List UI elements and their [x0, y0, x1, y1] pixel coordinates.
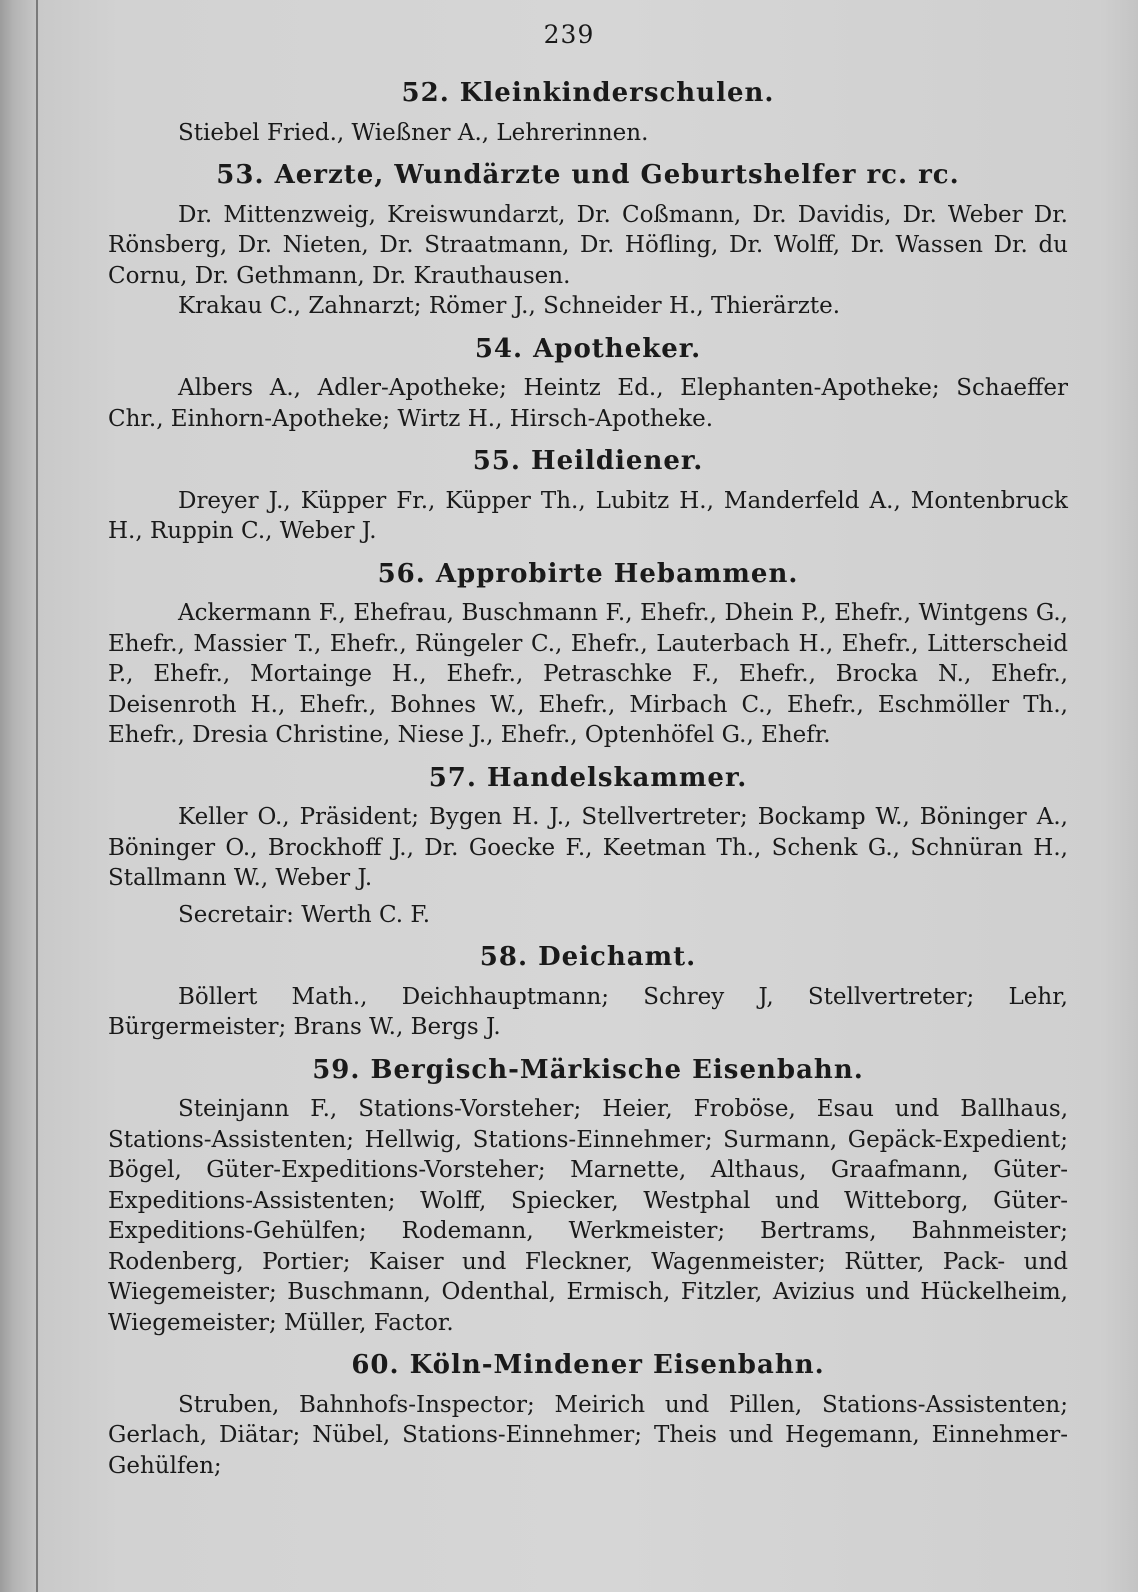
section-heading: 59. Bergisch-Märkische Eisenbahn.	[312, 1054, 864, 1085]
section-heading: 60. Köln-Mindener Eisenbahn.	[351, 1350, 825, 1380]
section-paragraph: Steinjann F., Stations-Vorsteher; Heier, Froböse, Esau und Ballhaus, Stations-Assistenten; Hellwig, Stations-Einnehmer; Surmann, Gepäck-Expedient; Bögel, Güter-Expeditions-Vorsteher; Marnette, Althaus, Graafmann, Güter-Expeditions-Assistenten; Wolff, Spiecker, Westphal und Witteborg, Güter-Expeditions-Gehülfen; Rodemann, Werkmeister; Bertrams, Bahnmeister; Rodenberg, Portier; Kaiser und Fleckner, Wagenmeister; Rütter, Pack- und Wiegemeister; Buschmann, Odenthal, Ermisch, Fitzler, Avizius und Hückelheim, Wiegemeister; Müller, Factor.	[108, 1096, 1068, 1336]
section-paragraph: Struben, Bahnhofs-Inspector; Meirich und Pillen, Stations-Assistenten; Gerlach, Diätar; Nübel, Stations-Einnehmer; Theis und Hegemann, Einnehmer-Gehülfen;	[108, 1391, 1068, 1479]
section-paragraph: Stiebel Fried., Wießner A., Lehrerinnen.	[178, 119, 649, 146]
section-heading: 56. Approbirte Hebammen.	[377, 558, 799, 589]
section-heading: 57. Handelskammer.	[428, 762, 748, 793]
section-52	[108, 78, 1068, 148]
section-57	[108, 763, 1068, 931]
section-paragraph: Keller O., Präsident; Bygen H. J., Stellvertreter; Bockamp W., Böninger A., Böninger O., Brockhoff J., Dr. Goecke F., Keetman Th., Schenk G., Schnüran H., Stallmann W., Weber J.	[108, 804, 1068, 891]
section-heading: 55. Heildiener.	[472, 446, 704, 476]
page-content	[108, 78, 1068, 1481]
section-paragraph: Dreyer J., Küpper Fr., Küpper Th., Lubitz H., Manderfeld A., Montenbruck H., Ruppin C., Weber J.	[108, 487, 1068, 544]
section-paragraph: Dr. Mittenzweig, Kreiswundarzt, Dr. Coßmann, Dr. Davidis, Dr. Weber Dr. Rönsberg, Dr. Nieten, Dr. Straatmann, Dr. Höfling, Dr. Wolff, Dr. Wassen Dr. du Cornu, Dr. Gethmann, Dr. Krauthausen.	[108, 201, 1068, 289]
section-heading: 53. Aerzte, Wundärzte und Geburtshelfer rc. rc.	[216, 160, 960, 190]
page-number: 239	[543, 20, 595, 49]
section-58	[108, 942, 1068, 1043]
section-paragraph: Böllert Math., Deichhauptmann; Schrey J, Stellvertreter; Lehr, Bürgermeister; Brans W., Bergs J.	[108, 983, 1068, 1040]
section-heading: 54. Apotheker.	[474, 333, 702, 364]
section-54	[108, 334, 1068, 435]
section-59	[108, 1055, 1068, 1339]
section-60	[108, 1350, 1068, 1481]
section-heading: 52. Kleinkinderschulen.	[401, 78, 775, 108]
section-56	[108, 559, 1068, 751]
section-paragraph: Secretair: Werth C. F.	[178, 901, 431, 928]
section-paragraph: Ackermann F., Ehefrau, Buschmann F., Ehefr., Dhein P., Ehefr., Wintgens G., Ehefr., Massier T., Ehefr., Rüngeler C., Ehefr., Lauterbach H., Ehefr., Litterscheid P., Ehefr., Mortainge H., Ehefr., Petraschke F., Ehefr., Brocka N., Ehefr., Deisenroth H., Ehefr., Bohnes W., Ehefr., Mirbach C., Ehefr., Eschmöller Th., Ehefr., Dresia Christine, Niese J., Ehefr., Optenhöfel G., Ehefr.	[108, 600, 1068, 748]
section-paragraph: Albers A., Adler-Apotheke; Heintz Ed., Elephanten-Apotheke; Schaeffer Chr., Einhorn-Apotheke; Wirtz H., Hirsch-Apotheke.	[108, 375, 1068, 432]
page-gutter-line	[36, 0, 38, 1592]
section-55	[108, 446, 1068, 547]
section-heading: 58. Deichamt.	[479, 942, 697, 972]
section-53	[108, 160, 1068, 322]
section-paragraph: Krakau C., Zahnarzt; Römer J., Schneider H., Thierärzte.	[178, 293, 841, 319]
